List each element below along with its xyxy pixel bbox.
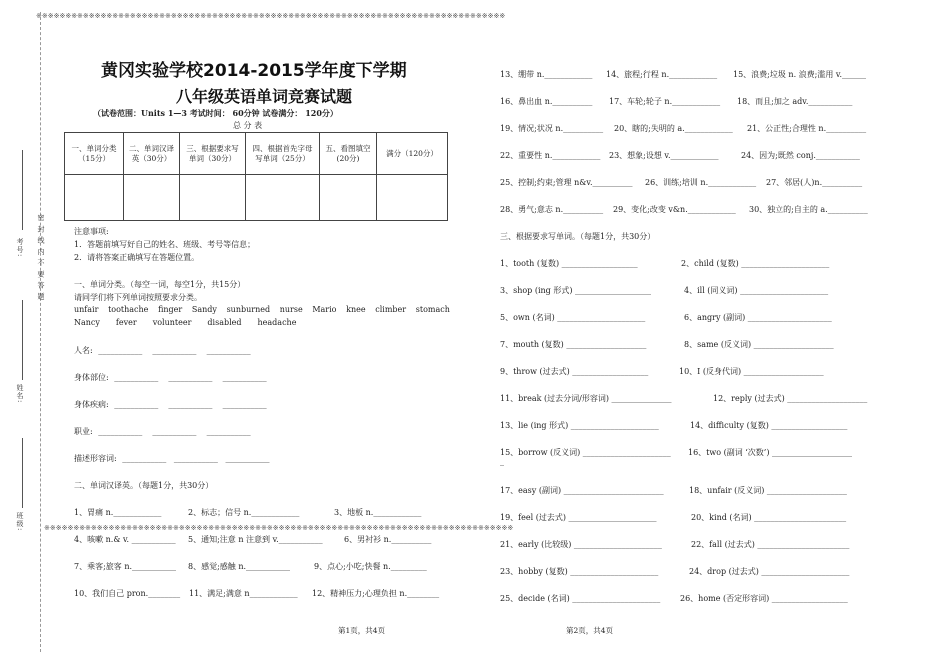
question-item[interactable]: 24、drop (过去式) ______________________ xyxy=(689,567,850,576)
question-item[interactable]: 15、浪费;垃圾 n. 浪费;滥用 v.______ xyxy=(733,70,867,79)
question-item[interactable]: 25、decide (名词) ______________________ xyxy=(500,594,661,603)
question-item[interactable]: 30、独立的;自主的 a.__________ xyxy=(749,205,868,214)
question-item[interactable]: 2、child (复数) ______________________ xyxy=(681,259,830,268)
question-item[interactable]: 21、公正性;合理性 n.__________ xyxy=(747,124,867,133)
category-adjectives[interactable]: 描述形容词: ___________ ___________ ___________ xyxy=(74,454,270,463)
word: climber xyxy=(375,305,407,314)
page-number-right: 第2页，共4页 xyxy=(566,626,614,635)
question-item[interactable]: 24、因为;既然 conj.___________ xyxy=(741,151,860,160)
category-illnesses[interactable]: 身体疾病: ___________ ___________ ___________ xyxy=(74,400,267,409)
question-item[interactable]: 20、kind (名词) _______________________ xyxy=(691,513,847,522)
score-col-3: 三、根据要求写单词（30分） xyxy=(180,133,246,175)
question-item[interactable]: 28、勇气;意志 n.__________ xyxy=(500,205,604,214)
word: disabled xyxy=(207,318,242,327)
question-item[interactable]: 18、而且;加之 adv.___________ xyxy=(737,97,853,106)
question-item[interactable]: 6、angry (副词) _____________________ xyxy=(684,313,832,322)
word-bank-line1 xyxy=(74,305,450,314)
word: Sandy xyxy=(191,305,217,314)
score-cell[interactable] xyxy=(246,175,320,221)
section1-instruction: 请同学们将下列单词按照要求分类。 xyxy=(74,293,202,302)
question-item[interactable]: 11、满足;满意 n____________ xyxy=(189,589,298,598)
score-col-1: 一、单词分类（15分） xyxy=(65,133,124,175)
exam-title-line1: 黄冈实验学校2014-2015学年度下学期 xyxy=(101,61,407,81)
word: volunteer xyxy=(152,318,192,327)
word: sunburned xyxy=(226,305,271,314)
question-item[interactable]: 9、throw (过去式) ___________________ xyxy=(500,367,649,376)
question-item[interactable]: 29、变化;改变 v&n.____________ xyxy=(613,205,736,214)
category-label: 职业: xyxy=(74,427,93,436)
question-item[interactable]: 10、I (反身代词) ____________________ xyxy=(679,367,824,376)
score-table xyxy=(64,132,448,221)
question-item[interactable]: 6、男衬衫 n.__________ xyxy=(344,535,432,544)
name-label: 姓名: xyxy=(16,384,24,404)
question-item[interactable]: 12、reply (过去式) ____________________ xyxy=(713,394,868,403)
question-item[interactable]: 3、shop (ing 形式) ___________________ xyxy=(500,286,651,295)
question-item[interactable]: 3、地板 n.____________ xyxy=(334,508,422,517)
question-item[interactable]: 14、difficulty (复数) ___________________ xyxy=(690,421,848,430)
binding-margin-line xyxy=(40,12,42,652)
page-number-left: 第1页，共4页 xyxy=(338,626,386,635)
question-item[interactable]: 1、tooth (复数) ___________________ xyxy=(500,259,638,268)
score-cell[interactable] xyxy=(124,175,180,221)
word: toothache xyxy=(108,305,149,314)
question-item[interactable]: 23、hobby (复数) ______________________ xyxy=(500,567,659,576)
stray-mark: _ xyxy=(500,457,504,466)
name-line xyxy=(22,300,24,380)
notes-title: 注意事项: xyxy=(74,227,109,236)
score-cell[interactable] xyxy=(320,175,377,221)
question-item[interactable]: 2、标志；信号 n.____________ xyxy=(188,508,300,517)
score-col-5: 五、看图填空(20分) xyxy=(320,133,377,175)
score-cell[interactable] xyxy=(180,175,246,221)
question-item[interactable]: 12、精神压力;心理负担 n.________ xyxy=(312,589,440,598)
word: unfair xyxy=(74,305,99,314)
question-item[interactable]: 17、车轮;轮子 n.____________ xyxy=(609,97,721,106)
question-item[interactable]: 17、easy (副词) _________________________ xyxy=(500,486,664,495)
question-item[interactable]: 14、旅程;行程 n.____________ xyxy=(606,70,718,79)
word-bank-line2 xyxy=(74,318,296,327)
score-table-caption: 总 分 表 xyxy=(233,121,263,130)
score-col-6: 满分（120分） xyxy=(377,133,448,175)
question-item[interactable]: 13、lie (ing 形式) ______________________ xyxy=(500,421,659,430)
question-item[interactable]: 8、same (反义词) ____________________ xyxy=(684,340,834,349)
word: fever xyxy=(115,318,137,327)
exam-title-line2: 八年级英语单词竞赛试题 xyxy=(176,87,353,106)
word: nurse xyxy=(279,305,303,314)
question-item[interactable]: 11、break (过去分词/形容词) _______________ xyxy=(500,394,672,403)
question-item[interactable]: 18、unfair (反义词) ____________________ xyxy=(689,486,847,495)
question-item[interactable]: 20、瞎的;失明的 a.____________ xyxy=(614,124,733,133)
word: stomach xyxy=(415,305,450,314)
question-item[interactable]: 21、early (比较级) ______________________ xyxy=(500,540,662,549)
binding-dots-left: ※※※※※※※※※※※※※※※※※※※※※※※※※※※※※※※※※※※※※※※※※※※※※※※※※※※※※※※※※※※※※※※※※※※※※※※※※※※※※※※※ xyxy=(36,12,506,20)
question-item[interactable]: 9、点心;小吃;快餐 n._________ xyxy=(314,562,427,571)
binding-dots-right: ※※※※※※※※※※※※※※※※※※※※※※※※※※※※※※※※※※※※※※※※※※※※※※※※※※※※※※※※※※※※※※※※※※※※※※※※※※※※※※※※ xyxy=(44,524,514,532)
question-item[interactable]: 19、情况;状况 n.__________ xyxy=(500,124,604,133)
exam-number-line xyxy=(22,150,24,230)
word: knee xyxy=(346,305,366,314)
question-item[interactable]: 16、two (副词 ‘次数’) ____________________ xyxy=(688,448,853,457)
question-item[interactable]: 5、own (名词) ______________________ xyxy=(500,313,646,322)
question-item[interactable]: 22、fall (过去式) _______________________ xyxy=(691,540,850,549)
word: finger xyxy=(158,305,183,314)
question-item[interactable]: 26、训练;培训 n.____________ xyxy=(645,178,757,187)
question-item[interactable]: 8、感觉;感触 n.___________ xyxy=(188,562,291,571)
word: headache xyxy=(257,318,297,327)
question-item[interactable]: 4、咳嗽 n.& v. ___________ xyxy=(74,535,176,544)
section3-title: 三、根据要求写单词。（每题1分，共30分） xyxy=(500,232,656,241)
category-jobs[interactable]: 职业: ___________ ___________ ___________ xyxy=(74,427,251,436)
category-body-parts[interactable]: 身体部位: ___________ ___________ ___________ xyxy=(74,373,267,382)
score-col-2: 二、单词汉译英（30分） xyxy=(124,133,180,175)
class-label: 班级: xyxy=(16,512,24,532)
question-item[interactable]: 25、控制;约束;管理 n&v.__________ xyxy=(500,178,633,187)
word: Nancy xyxy=(74,318,100,327)
question-item[interactable]: 13、绷带 n.____________ xyxy=(500,70,593,79)
question-item[interactable]: 16、鼻出血 n.__________ xyxy=(500,97,593,106)
word: Mario xyxy=(312,305,337,314)
seal-line-notice: 密 封 线 内 不 要 答 题 xyxy=(37,214,45,301)
category-label: 身体部位: xyxy=(74,373,109,382)
question-item[interactable]: 19、feel (过去式) ______________________ xyxy=(500,513,657,522)
score-col-4: 四、根据首先字母写单词（25分） xyxy=(246,133,320,175)
category-names[interactable]: 人名: ___________ ___________ ___________ xyxy=(74,346,251,355)
question-item[interactable]: 5、通知;注意 n 注意到 v.___________ xyxy=(188,535,323,544)
notes-item: 1．答题前填写好自己的姓名、班级、考号等信息； xyxy=(74,240,256,249)
score-cell[interactable] xyxy=(377,175,448,221)
question-item[interactable]: 10、我们自己 pron.________ xyxy=(74,589,181,598)
category-label: 身体疾病: xyxy=(74,400,109,409)
question-item[interactable]: 1、胃痛 n.____________ xyxy=(74,508,162,517)
question-item[interactable]: 7、mouth (复数) ____________________ xyxy=(500,340,647,349)
question-item[interactable]: 4、ill (同义词) ______________________ xyxy=(684,286,829,295)
exam-meta: （试卷范围：Units 1—3 考试时间： 60分钟 试卷满分： 120分） xyxy=(93,108,338,118)
notes-item: 2．请将答案正确填写在答题位置。 xyxy=(74,253,200,262)
section2-title: 二、单词汉译英。（每题1分，共30分） xyxy=(74,481,214,490)
score-cell[interactable] xyxy=(65,175,124,221)
question-item[interactable]: 7、乘客;旅客 n.___________ xyxy=(74,562,177,571)
question-item[interactable]: 26、home (否定形容词) ___________________ xyxy=(680,594,848,603)
category-label: 人名: xyxy=(74,346,93,355)
question-item[interactable]: 27、邻居(人)n.__________ xyxy=(766,178,863,187)
section1-title: 一、单词分类。（每空一词，每空1分，共15分） xyxy=(74,280,246,289)
question-item[interactable]: 23、想象;设想 v.____________ xyxy=(609,151,719,160)
class-line xyxy=(22,438,24,508)
exam-number-label: 考号: xyxy=(16,238,24,258)
category-label: 描述形容词: xyxy=(74,454,117,463)
question-item[interactable]: 22、重要性 n.____________ xyxy=(500,151,601,160)
question-item[interactable]: 15、borrow (反义词) ______________________ xyxy=(500,448,671,457)
